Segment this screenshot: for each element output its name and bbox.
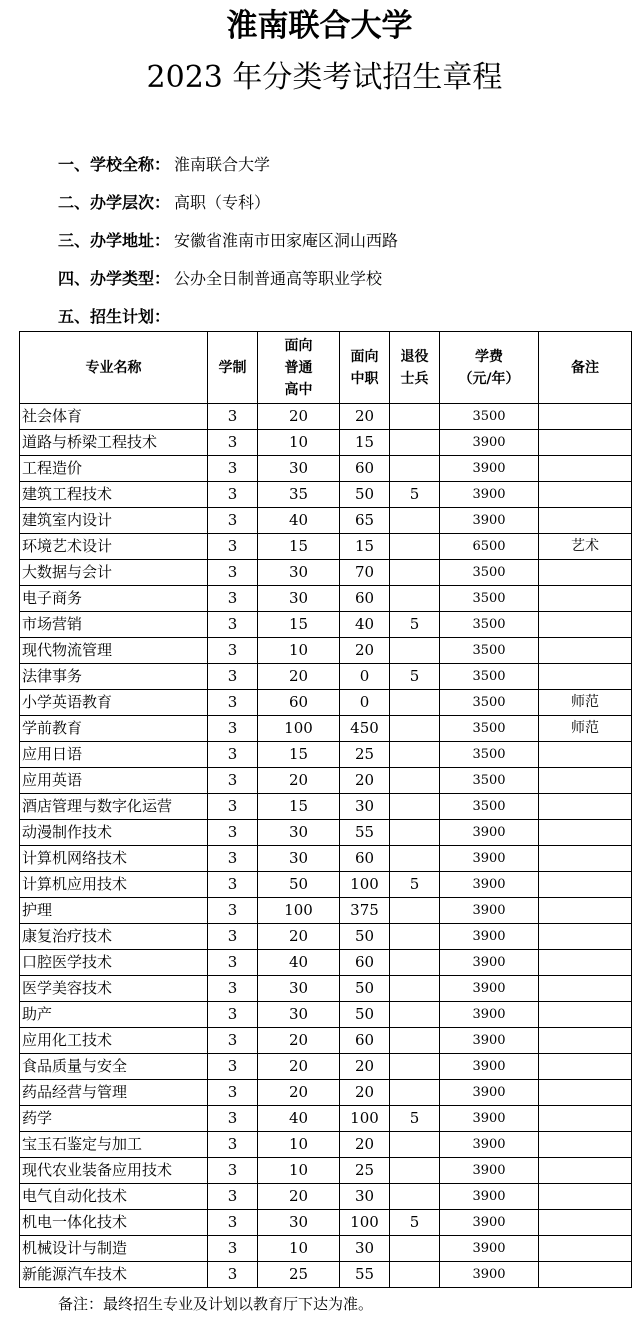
vocational-quota-cell: 0 (340, 664, 390, 690)
general-high-school-quota-cell: 30 (258, 456, 340, 482)
vocational-quota-cell: 55 (340, 820, 390, 846)
general-high-school-quota-cell: 30 (258, 976, 340, 1002)
vocational-quota-cell: 70 (340, 560, 390, 586)
tuition-cell: 3900 (440, 1184, 539, 1210)
vocational-quota-cell: 40 (340, 612, 390, 638)
general-high-school-quota-cell: 15 (258, 534, 340, 560)
tuition-cell: 3900 (440, 482, 539, 508)
veteran-quota-cell: 5 (390, 1210, 440, 1236)
veteran-quota-cell (390, 690, 440, 716)
veteran-quota-cell (390, 950, 440, 976)
remarks-cell (539, 664, 632, 690)
duration-cell: 3 (208, 1106, 258, 1132)
duration-cell: 3 (208, 560, 258, 586)
major-name-cell: 医学美容技术 (20, 976, 208, 1002)
table-row (20, 482, 632, 508)
general-high-school-quota-cell: 35 (258, 482, 340, 508)
vocational-quota-cell: 30 (340, 794, 390, 820)
major-name-cell: 大数据与会计 (20, 560, 208, 586)
info-label: 三、办学地址： (58, 231, 171, 250)
table-row (20, 1132, 632, 1158)
info-label: 四、办学类型： (58, 269, 171, 288)
major-name-cell: 康复治疗技术 (20, 924, 208, 950)
veteran-quota-cell (390, 820, 440, 846)
general-high-school-quota-cell: 10 (258, 638, 340, 664)
vocational-quota-cell: 60 (340, 846, 390, 872)
remarks-cell (539, 1236, 632, 1262)
general-high-school-quota-cell: 15 (258, 742, 340, 768)
major-name-cell: 宝玉石鉴定与加工 (20, 1132, 208, 1158)
tuition-cell: 3500 (440, 638, 539, 664)
table-row (20, 898, 632, 924)
duration-cell: 3 (208, 612, 258, 638)
table-row (20, 508, 632, 534)
remarks-cell (539, 482, 632, 508)
table-row (20, 1184, 632, 1210)
tuition-cell: 3900 (440, 1236, 539, 1262)
remarks-cell (539, 430, 632, 456)
header-major: 专业名称 (20, 332, 208, 404)
table-row (20, 1236, 632, 1262)
table-row (20, 924, 632, 950)
tuition-cell: 3500 (440, 586, 539, 612)
major-name-cell: 电气自动化技术 (20, 1184, 208, 1210)
general-high-school-quota-cell: 100 (258, 898, 340, 924)
tuition-cell: 3900 (440, 1028, 539, 1054)
info-label: 二、办学层次： (58, 193, 171, 212)
duration-cell: 3 (208, 1028, 258, 1054)
vocational-quota-cell: 65 (340, 508, 390, 534)
vocational-quota-cell: 50 (340, 976, 390, 1002)
remarks-cell (539, 1184, 632, 1210)
enrollment-plan-table (19, 331, 632, 1288)
table-row (20, 742, 632, 768)
veteran-quota-cell (390, 846, 440, 872)
tuition-cell: 3500 (440, 742, 539, 768)
table-row (20, 820, 632, 846)
table-row (20, 794, 632, 820)
general-high-school-quota-cell: 20 (258, 404, 340, 430)
tuition-cell: 3500 (440, 690, 539, 716)
duration-cell: 3 (208, 1054, 258, 1080)
major-name-cell: 建筑室内设计 (20, 508, 208, 534)
duration-cell: 3 (208, 820, 258, 846)
general-high-school-quota-cell: 30 (258, 846, 340, 872)
general-high-school-quota-cell: 20 (258, 1028, 340, 1054)
general-high-school-quota-cell: 25 (258, 1262, 340, 1288)
vocational-quota-cell: 30 (340, 1236, 390, 1262)
major-name-cell: 口腔医学技术 (20, 950, 208, 976)
info-label: 一、学校全称： (58, 155, 171, 174)
tuition-cell: 3500 (440, 664, 539, 690)
table-row (20, 690, 632, 716)
table-row (20, 846, 632, 872)
tuition-cell: 3900 (440, 1132, 539, 1158)
major-name-cell: 药品经营与管理 (20, 1080, 208, 1106)
veteran-quota-cell (390, 534, 440, 560)
duration-cell: 3 (208, 1236, 258, 1262)
general-high-school-quota-cell: 40 (258, 508, 340, 534)
general-high-school-quota-cell: 30 (258, 820, 340, 846)
table-row (20, 560, 632, 586)
table-row (20, 638, 632, 664)
general-high-school-quota-cell: 60 (258, 690, 340, 716)
vocational-quota-cell: 55 (340, 1262, 390, 1288)
table-header-row (20, 332, 632, 404)
veteran-quota-cell (390, 456, 440, 482)
veteran-quota-cell (390, 794, 440, 820)
major-name-cell: 小学英语教育 (20, 690, 208, 716)
veteran-quota-cell (390, 768, 440, 794)
remarks-cell (539, 950, 632, 976)
vocational-quota-cell: 15 (340, 534, 390, 560)
remarks-cell (539, 638, 632, 664)
tuition-cell: 3900 (440, 898, 539, 924)
general-high-school-quota-cell: 10 (258, 1132, 340, 1158)
remarks-cell (539, 456, 632, 482)
major-name-cell: 动漫制作技术 (20, 820, 208, 846)
info-type (58, 268, 382, 290)
general-high-school-quota-cell: 10 (258, 430, 340, 456)
major-name-cell: 应用英语 (20, 768, 208, 794)
tuition-cell: 3900 (440, 820, 539, 846)
remarks-cell (539, 1106, 632, 1132)
general-high-school-quota-cell: 20 (258, 664, 340, 690)
major-name-cell: 酒店管理与数字化运营 (20, 794, 208, 820)
tuition-cell: 3900 (440, 1106, 539, 1132)
duration-cell: 3 (208, 846, 258, 872)
remarks-cell (539, 794, 632, 820)
duration-cell: 3 (208, 534, 258, 560)
remarks-cell (539, 976, 632, 1002)
tuition-cell: 3900 (440, 976, 539, 1002)
remarks-cell (539, 1132, 632, 1158)
vocational-quota-cell: 0 (340, 690, 390, 716)
veteran-quota-cell (390, 638, 440, 664)
vocational-quota-cell: 100 (340, 1106, 390, 1132)
vocational-quota-cell: 450 (340, 716, 390, 742)
header-general-high-school: 面向 普通 高中 (258, 332, 340, 404)
tuition-cell: 3900 (440, 1210, 539, 1236)
general-high-school-quota-cell: 40 (258, 1106, 340, 1132)
duration-cell: 3 (208, 638, 258, 664)
general-high-school-quota-cell: 20 (258, 1080, 340, 1106)
tuition-cell: 3500 (440, 716, 539, 742)
duration-cell: 3 (208, 1184, 258, 1210)
general-high-school-quota-cell: 20 (258, 924, 340, 950)
tuition-cell: 3900 (440, 1080, 539, 1106)
info-label: 五、招生计划： (58, 307, 171, 326)
table-row (20, 1080, 632, 1106)
table-row (20, 976, 632, 1002)
veteran-quota-cell (390, 716, 440, 742)
major-name-cell: 学前教育 (20, 716, 208, 742)
tuition-cell: 3900 (440, 456, 539, 482)
remarks-cell (539, 768, 632, 794)
vocational-quota-cell: 60 (340, 586, 390, 612)
major-name-cell: 助产 (20, 1002, 208, 1028)
duration-cell: 3 (208, 664, 258, 690)
info-address (58, 230, 398, 252)
duration-cell: 3 (208, 950, 258, 976)
header-duration: 学制 (208, 332, 258, 404)
duration-cell: 3 (208, 716, 258, 742)
remarks-cell (539, 1262, 632, 1288)
vocational-quota-cell: 50 (340, 482, 390, 508)
table-row (20, 768, 632, 794)
major-name-cell: 道路与桥梁工程技术 (20, 430, 208, 456)
table-row (20, 1158, 632, 1184)
remarks-cell (539, 1080, 632, 1106)
major-name-cell: 机械设计与制造 (20, 1236, 208, 1262)
duration-cell: 3 (208, 794, 258, 820)
tuition-cell: 3900 (440, 508, 539, 534)
major-name-cell: 应用日语 (20, 742, 208, 768)
general-high-school-quota-cell: 30 (258, 586, 340, 612)
remarks-cell (539, 820, 632, 846)
vocational-quota-cell: 100 (340, 872, 390, 898)
remarks-cell (539, 924, 632, 950)
table-row (20, 1262, 632, 1288)
veteran-quota-cell (390, 1184, 440, 1210)
duration-cell: 3 (208, 482, 258, 508)
major-name-cell: 护理 (20, 898, 208, 924)
vocational-quota-cell: 15 (340, 430, 390, 456)
major-name-cell: 机电一体化技术 (20, 1210, 208, 1236)
tuition-cell: 3500 (440, 794, 539, 820)
remarks-cell (539, 1002, 632, 1028)
veteran-quota-cell (390, 1028, 440, 1054)
tuition-cell: 3500 (440, 768, 539, 794)
veteran-quota-cell (390, 976, 440, 1002)
duration-cell: 3 (208, 1262, 258, 1288)
general-high-school-quota-cell: 30 (258, 1210, 340, 1236)
general-high-school-quota-cell: 40 (258, 950, 340, 976)
remarks-cell (539, 898, 632, 924)
vocational-quota-cell: 20 (340, 1080, 390, 1106)
major-name-cell: 药学 (20, 1106, 208, 1132)
table-row (20, 430, 632, 456)
general-high-school-quota-cell: 30 (258, 560, 340, 586)
info-value: 高职（专科） (174, 193, 271, 212)
duration-cell: 3 (208, 456, 258, 482)
table-row (20, 534, 632, 560)
duration-cell: 3 (208, 508, 258, 534)
veteran-quota-cell (390, 1054, 440, 1080)
vocational-quota-cell: 50 (340, 924, 390, 950)
veteran-quota-cell (390, 742, 440, 768)
general-high-school-quota-cell: 20 (258, 1054, 340, 1080)
vocational-quota-cell: 100 (340, 1210, 390, 1236)
veteran-quota-cell: 5 (390, 1106, 440, 1132)
header-veterans: 退役 士兵 (390, 332, 440, 404)
tuition-cell: 3500 (440, 404, 539, 430)
info-value: 安徽省淮南市田家庵区洞山西路 (174, 231, 399, 250)
veteran-quota-cell (390, 404, 440, 430)
general-high-school-quota-cell: 30 (258, 1002, 340, 1028)
duration-cell: 3 (208, 898, 258, 924)
page-subtitle: 2023 年分类考试招生章程 (146, 60, 503, 95)
vocational-quota-cell: 30 (340, 1184, 390, 1210)
page-title: 淮南联合大学 (226, 8, 413, 44)
general-high-school-quota-cell: 10 (258, 1236, 340, 1262)
vocational-quota-cell: 60 (340, 950, 390, 976)
veteran-quota-cell (390, 560, 440, 586)
table-row (20, 1054, 632, 1080)
remarks-cell (539, 560, 632, 586)
major-name-cell: 市场营销 (20, 612, 208, 638)
veteran-quota-cell (390, 586, 440, 612)
general-high-school-quota-cell: 15 (258, 612, 340, 638)
tuition-cell: 3900 (440, 1158, 539, 1184)
vocational-quota-cell: 25 (340, 742, 390, 768)
general-high-school-quota-cell: 20 (258, 1184, 340, 1210)
info-school-name (58, 154, 270, 176)
duration-cell: 3 (208, 1158, 258, 1184)
table-row (20, 404, 632, 430)
major-name-cell: 环境艺术设计 (20, 534, 208, 560)
table-row (20, 950, 632, 976)
remarks-cell (539, 612, 632, 638)
duration-cell: 3 (208, 742, 258, 768)
remarks-cell (539, 404, 632, 430)
veteran-quota-cell (390, 898, 440, 924)
tuition-cell: 3900 (440, 1262, 539, 1288)
duration-cell: 3 (208, 690, 258, 716)
vocational-quota-cell: 20 (340, 768, 390, 794)
tuition-cell: 6500 (440, 534, 539, 560)
duration-cell: 3 (208, 1002, 258, 1028)
veteran-quota-cell: 5 (390, 612, 440, 638)
veteran-quota-cell (390, 1002, 440, 1028)
general-high-school-quota-cell: 20 (258, 768, 340, 794)
major-name-cell: 食品质量与安全 (20, 1054, 208, 1080)
header-remarks: 备注 (539, 332, 632, 404)
duration-cell: 3 (208, 924, 258, 950)
table-row (20, 1210, 632, 1236)
major-name-cell: 计算机网络技术 (20, 846, 208, 872)
table-row (20, 456, 632, 482)
veteran-quota-cell (390, 924, 440, 950)
remarks-cell: 艺术 (539, 534, 632, 560)
vocational-quota-cell: 20 (340, 1132, 390, 1158)
remarks-cell (539, 872, 632, 898)
tuition-cell: 3500 (440, 560, 539, 586)
table-body (20, 404, 632, 1288)
general-high-school-quota-cell: 10 (258, 1158, 340, 1184)
major-name-cell: 社会体育 (20, 404, 208, 430)
tuition-cell: 3900 (440, 924, 539, 950)
veteran-quota-cell (390, 508, 440, 534)
header-tuition: 学费 （元/年） (440, 332, 539, 404)
remarks-cell (539, 1028, 632, 1054)
info-level (58, 192, 270, 214)
table-row (20, 586, 632, 612)
table-row (20, 716, 632, 742)
major-name-cell: 工程造价 (20, 456, 208, 482)
table-row (20, 1002, 632, 1028)
general-high-school-quota-cell: 15 (258, 794, 340, 820)
vocational-quota-cell: 20 (340, 404, 390, 430)
major-name-cell: 现代农业装备应用技术 (20, 1158, 208, 1184)
major-name-cell: 应用化工技术 (20, 1028, 208, 1054)
vocational-quota-cell: 25 (340, 1158, 390, 1184)
veteran-quota-cell: 5 (390, 482, 440, 508)
table-row (20, 872, 632, 898)
remarks-cell: 师范 (539, 716, 632, 742)
vocational-quota-cell: 50 (340, 1002, 390, 1028)
duration-cell: 3 (208, 976, 258, 1002)
tuition-cell: 3900 (440, 1002, 539, 1028)
duration-cell: 3 (208, 1210, 258, 1236)
veteran-quota-cell (390, 1080, 440, 1106)
table-row (20, 1106, 632, 1132)
veteran-quota-cell (390, 430, 440, 456)
header-vocational: 面向 中职 (340, 332, 390, 404)
tuition-cell: 3900 (440, 430, 539, 456)
remarks-cell (539, 846, 632, 872)
duration-cell: 3 (208, 586, 258, 612)
duration-cell: 3 (208, 1132, 258, 1158)
veteran-quota-cell (390, 1132, 440, 1158)
info-value: 公办全日制普通高等职业学校 (174, 269, 383, 288)
tuition-cell: 3900 (440, 872, 539, 898)
table-row (20, 1028, 632, 1054)
vocational-quota-cell: 20 (340, 638, 390, 664)
major-name-cell: 法律事务 (20, 664, 208, 690)
major-name-cell: 建筑工程技术 (20, 482, 208, 508)
tuition-cell: 3900 (440, 950, 539, 976)
remarks-cell (539, 586, 632, 612)
tuition-cell: 3900 (440, 846, 539, 872)
duration-cell: 3 (208, 404, 258, 430)
major-name-cell: 现代物流管理 (20, 638, 208, 664)
remarks-cell (539, 1158, 632, 1184)
major-name-cell: 新能源汽车技术 (20, 1262, 208, 1288)
vocational-quota-cell: 60 (340, 456, 390, 482)
duration-cell: 3 (208, 430, 258, 456)
table-row (20, 612, 632, 638)
remarks-cell (539, 1210, 632, 1236)
duration-cell: 3 (208, 768, 258, 794)
veteran-quota-cell: 5 (390, 872, 440, 898)
remarks-cell (539, 1054, 632, 1080)
duration-cell: 3 (208, 872, 258, 898)
tuition-cell: 3900 (440, 1054, 539, 1080)
general-high-school-quota-cell: 50 (258, 872, 340, 898)
info-value: 淮南联合大学 (174, 155, 271, 174)
remarks-cell (539, 508, 632, 534)
footnote: 备注：最终招生专业及计划以教育厅下达为准。 (58, 1295, 374, 1313)
veteran-quota-cell (390, 1236, 440, 1262)
veteran-quota-cell: 5 (390, 664, 440, 690)
remarks-cell (539, 742, 632, 768)
general-high-school-quota-cell: 100 (258, 716, 340, 742)
vocational-quota-cell: 375 (340, 898, 390, 924)
vocational-quota-cell: 20 (340, 1054, 390, 1080)
major-name-cell: 电子商务 (20, 586, 208, 612)
major-name-cell: 计算机应用技术 (20, 872, 208, 898)
info-plan (58, 306, 170, 328)
table-row (20, 664, 632, 690)
veteran-quota-cell (390, 1262, 440, 1288)
tuition-cell: 3500 (440, 612, 539, 638)
veteran-quota-cell (390, 1158, 440, 1184)
duration-cell: 3 (208, 1080, 258, 1106)
remarks-cell: 师范 (539, 690, 632, 716)
vocational-quota-cell: 60 (340, 1028, 390, 1054)
